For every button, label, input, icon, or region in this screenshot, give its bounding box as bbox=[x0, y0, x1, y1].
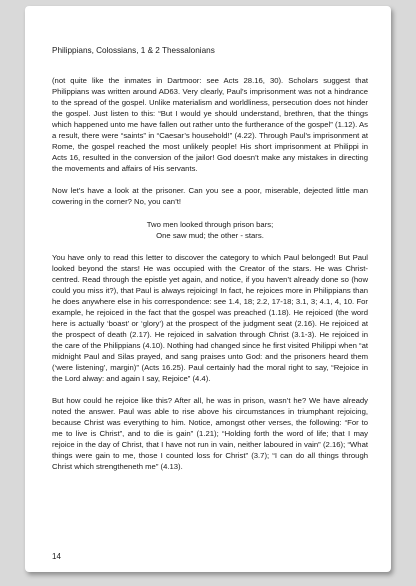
paragraph-1: (not quite like the inmates in Dartmoor: see Acts 28.16, 30). Scholars suggest that Philippians was written around AD63. Very clearly, Paul’s imprisonment was not a hindrance to the spread of the gospel. Unlike materialism and worldliness, persecution does not hinder the gospel. Just listen to this: “But I would ye should understand, brethren, that the things which happened unto me have fallen out rather unto the furtherance of the gospel” (1.12). As a result, there were “saints” in “Caesar’s household!” (4.22). Through Paul’s imprisonment at Rome, the gospel reached the most unlikely people! His short imprisonment at Philippi in Acts 16, resulted in the conversion of the jailor! God doesn’t make any mistakes in directing the movements and affairs of His servants. bbox=[52, 76, 368, 174]
paragraph-4: But how could he rejoice like this? After all, he was in prison, wasn’t he? We have already noted the answer. Paul was able to rise above his circumstances in triumphant rejoicing, because Christ was everything to him. Notice, amongst other verses, the following: “For to me to live is Christ”, and to die is gain” (1.21); “Holding forth the word of life; that I may rejoice in the day of Christ, that I have not run in vain, neither laboured in vain” (2.16); “What things were gain to me, those I counted loss for Christ” (3.7); “I can do all things through Christ which strengtheneth me” (4.13). bbox=[52, 396, 368, 472]
running-head: Philippians, Colossians, 1 & 2 Thessalonians bbox=[52, 46, 215, 55]
paragraph-2: Now let’s have a look at the prisoner. Can you see a poor, miserable, dejected little man cowering in the corner? No, you can’t! bbox=[52, 186, 368, 207]
page-body bbox=[52, 75, 368, 484]
page-number: 14 bbox=[52, 552, 61, 561]
verse-quote bbox=[52, 219, 368, 241]
book-page bbox=[25, 6, 391, 572]
paragraph-3: You have only to read this letter to discover the category to which Paul belonged! But Paul looked beyond the stars! He was occupied with the Creator of the stars. He was Christ-centred. Read through the epistle yet again, and notice, if you haven’t already done so (how could you miss it?), that Paul is always rejoicing! In fact, he rejoices more in Philippians than he does anywhere else in his correspondence: see 1.4, 18; 2.2, 17-18; 3.1, 3; 4.1, 4, 10. For example, he rejoiced in the fact that the gospel was preached (1.18). He rejoiced (the word here is actually ‘boast’ or ‘glory’) at the prospect of the judgment seat (2.16). He rejoiced at the prospect of death (2.17). He rejoiced in salvation through Christ (3.1-3). He rejoiced in the care of the Philippians (4.10). Nothing had changed since he first visited Philippi when “at midnight Paul and Silas prayed, and sang praises unto God: and the prisoners heard them (‘were listening’, margin)” (Acts 16.25). Paul certainly had the moral right to say, “Rejoice in the Lord alway: and again I say, Rejoice” (4.4). bbox=[52, 252, 368, 384]
verse-line-2: One saw mud; the other - stars. bbox=[156, 230, 264, 240]
verse-line-1: Two men looked through prison bars; bbox=[146, 219, 274, 229]
